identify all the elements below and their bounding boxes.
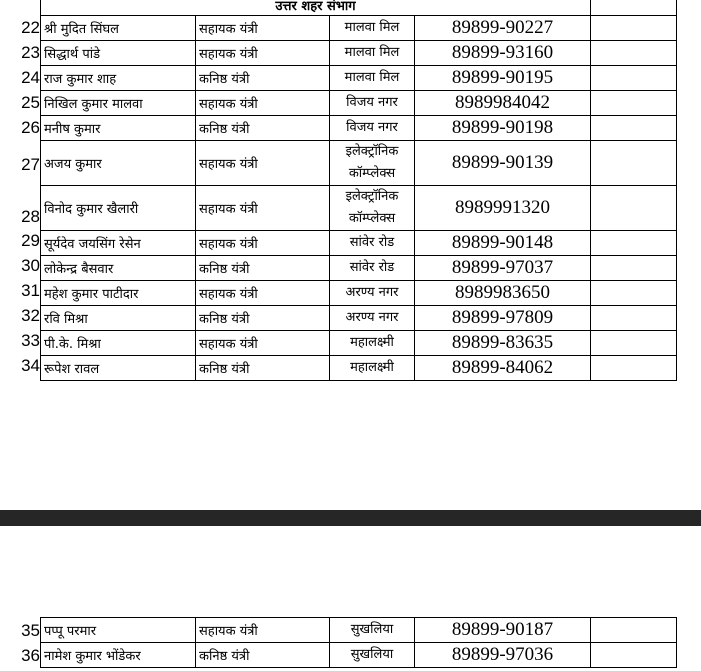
- empty-cell: [591, 306, 677, 331]
- name-cell: राज कुमार शाह: [41, 66, 196, 91]
- location-cell: सुखलिया: [330, 618, 415, 643]
- name-cell: सूर्यदेव जयसिंग रेसेन: [41, 231, 196, 256]
- row-number: 28: [21, 207, 40, 226]
- table-row: [41, 16, 677, 41]
- location-cell: [330, 141, 415, 186]
- name-cell: पप्पू परमार: [41, 618, 196, 643]
- location-cell: अरण्य नगर: [330, 281, 415, 306]
- row-number: 25: [21, 93, 40, 112]
- location-line: कॉम्प्लेक्स: [348, 211, 396, 226]
- phone-cell: 89899-90227: [415, 16, 591, 41]
- phone-cell: 89899-90139: [415, 141, 591, 186]
- designation-cell: सहायक यंत्री: [196, 231, 330, 256]
- phone-cell: 89899-90195: [415, 66, 591, 91]
- row-number: 24: [21, 68, 40, 87]
- designation-cell: कनिष्ठ यंत्री: [196, 306, 330, 331]
- table-row: [41, 231, 677, 256]
- empty-cell: [591, 281, 677, 306]
- phone-cell: 89899-90148: [415, 231, 591, 256]
- section-title-text: उत्तर शहर संभाग: [275, 0, 356, 14]
- location-cell: मालवा मिल: [330, 16, 415, 41]
- designation-cell: कनिष्ठ यंत्री: [196, 116, 330, 141]
- phone-cell: 89899-93160: [415, 41, 591, 66]
- empty-cell: [591, 643, 677, 668]
- row-number: 33: [21, 331, 40, 350]
- location-line: इलेक्ट्रॉनिक: [345, 144, 399, 159]
- table-row: [41, 141, 677, 186]
- row-number: 34: [21, 356, 40, 375]
- row-number: 22: [21, 18, 40, 37]
- location-cell: [330, 186, 415, 231]
- empty-cell: [591, 356, 677, 381]
- row-number: 30: [21, 256, 40, 275]
- location-cell: महालक्ष्मी: [330, 356, 415, 381]
- row-number: 31: [21, 281, 40, 300]
- name-cell: श्री मुदित सिंघल: [41, 16, 196, 41]
- location-cell: सांवेर रोड: [330, 256, 415, 281]
- table-row: [41, 66, 677, 91]
- name-cell: विनोद कुमार खैलारी: [41, 186, 196, 231]
- designation-cell: सहायक यंत्री: [196, 41, 330, 66]
- table-row: [41, 91, 677, 116]
- location-cell: विजय नगर: [330, 91, 415, 116]
- location-cell: विजय नगर: [330, 116, 415, 141]
- table-row: [41, 643, 677, 668]
- location-line: इलेक्ट्रॉनिक: [345, 189, 399, 204]
- name-cell: रवि मिश्रा: [41, 306, 196, 331]
- name-cell: अजय कुमार: [41, 141, 196, 186]
- phone-cell: 89899-83635: [415, 331, 591, 356]
- contact-table-bottom: [40, 617, 677, 668]
- name-cell: मनीष कुमार: [41, 116, 196, 141]
- designation-cell: कनिष्ठ यंत्री: [196, 356, 330, 381]
- page-separator-band: [0, 510, 701, 526]
- table-row: [41, 116, 677, 141]
- location-cell: अरण्य नगर: [330, 306, 415, 331]
- table-row: [41, 186, 677, 231]
- row-number: 35: [21, 621, 40, 640]
- phone-cell: 8989984042: [415, 91, 591, 116]
- name-cell: नामेश कुमार भोंडेकर: [41, 643, 196, 668]
- designation-cell: कनिष्ठ यंत्री: [196, 66, 330, 91]
- phone-cell: 89899-84062: [415, 356, 591, 381]
- empty-cell: [591, 231, 677, 256]
- phone-cell: 8989983650: [415, 281, 591, 306]
- designation-cell: सहायक यंत्री: [196, 186, 330, 231]
- table-row: [41, 41, 677, 66]
- phone-cell: 89899-90198: [415, 116, 591, 141]
- designation-cell: कनिष्ठ यंत्री: [196, 643, 330, 668]
- location-cell: सुखलिया: [330, 643, 415, 668]
- row-number: 29: [21, 231, 40, 250]
- empty-cell: [591, 0, 677, 16]
- phone-cell: 89899-97809: [415, 306, 591, 331]
- section-title: [41, 0, 591, 16]
- location-cell: मालवा मिल: [330, 41, 415, 66]
- name-cell: पी.के. मिश्रा: [41, 331, 196, 356]
- name-cell: रूपेश रावल: [41, 356, 196, 381]
- phone-cell: 8989991320: [415, 186, 591, 231]
- designation-cell: सहायक यंत्री: [196, 16, 330, 41]
- row-number: 32: [21, 306, 40, 325]
- empty-cell: [591, 141, 677, 186]
- empty-cell: [591, 41, 677, 66]
- location-cell: महालक्ष्मी: [330, 331, 415, 356]
- table-row: [41, 281, 677, 306]
- row-number: 23: [21, 43, 40, 62]
- phone-cell: 89899-97037: [415, 256, 591, 281]
- phone-cell: 89899-97036: [415, 643, 591, 668]
- empty-cell: [591, 91, 677, 116]
- contact-table-top: [40, 0, 677, 381]
- name-cell: सिद्धार्थ पांडे: [41, 41, 196, 66]
- designation-cell: कनिष्ठ यंत्री: [196, 256, 330, 281]
- designation-cell: सहायक यंत्री: [196, 281, 330, 306]
- location-cell: सांवेर रोड: [330, 231, 415, 256]
- designation-cell: सहायक यंत्री: [196, 618, 330, 643]
- table-row: [41, 331, 677, 356]
- location-line: कॉम्प्लेक्स: [348, 166, 396, 181]
- row-number: 27: [21, 155, 40, 174]
- name-cell: निखिल कुमार मालवा: [41, 91, 196, 116]
- name-cell: लोकेन्द्र बैसवार: [41, 256, 196, 281]
- table-row: [41, 356, 677, 381]
- empty-cell: [591, 116, 677, 141]
- empty-cell: [591, 331, 677, 356]
- empty-cell: [591, 618, 677, 643]
- phone-cell: 89899-90187: [415, 618, 591, 643]
- empty-cell: [591, 256, 677, 281]
- empty-cell: [591, 66, 677, 91]
- table-row: [41, 306, 677, 331]
- empty-cell: [591, 16, 677, 41]
- table-row: [41, 618, 677, 643]
- designation-cell: सहायक यंत्री: [196, 331, 330, 356]
- location-cell: मालवा मिल: [330, 66, 415, 91]
- designation-cell: सहायक यंत्री: [196, 91, 330, 116]
- row-number: 26: [21, 118, 40, 137]
- empty-cell: [591, 186, 677, 231]
- name-cell: महेश कुमार पाटीदार: [41, 281, 196, 306]
- row-number: 36: [21, 646, 40, 665]
- table-row: [41, 256, 677, 281]
- designation-cell: सहायक यंत्री: [196, 141, 330, 186]
